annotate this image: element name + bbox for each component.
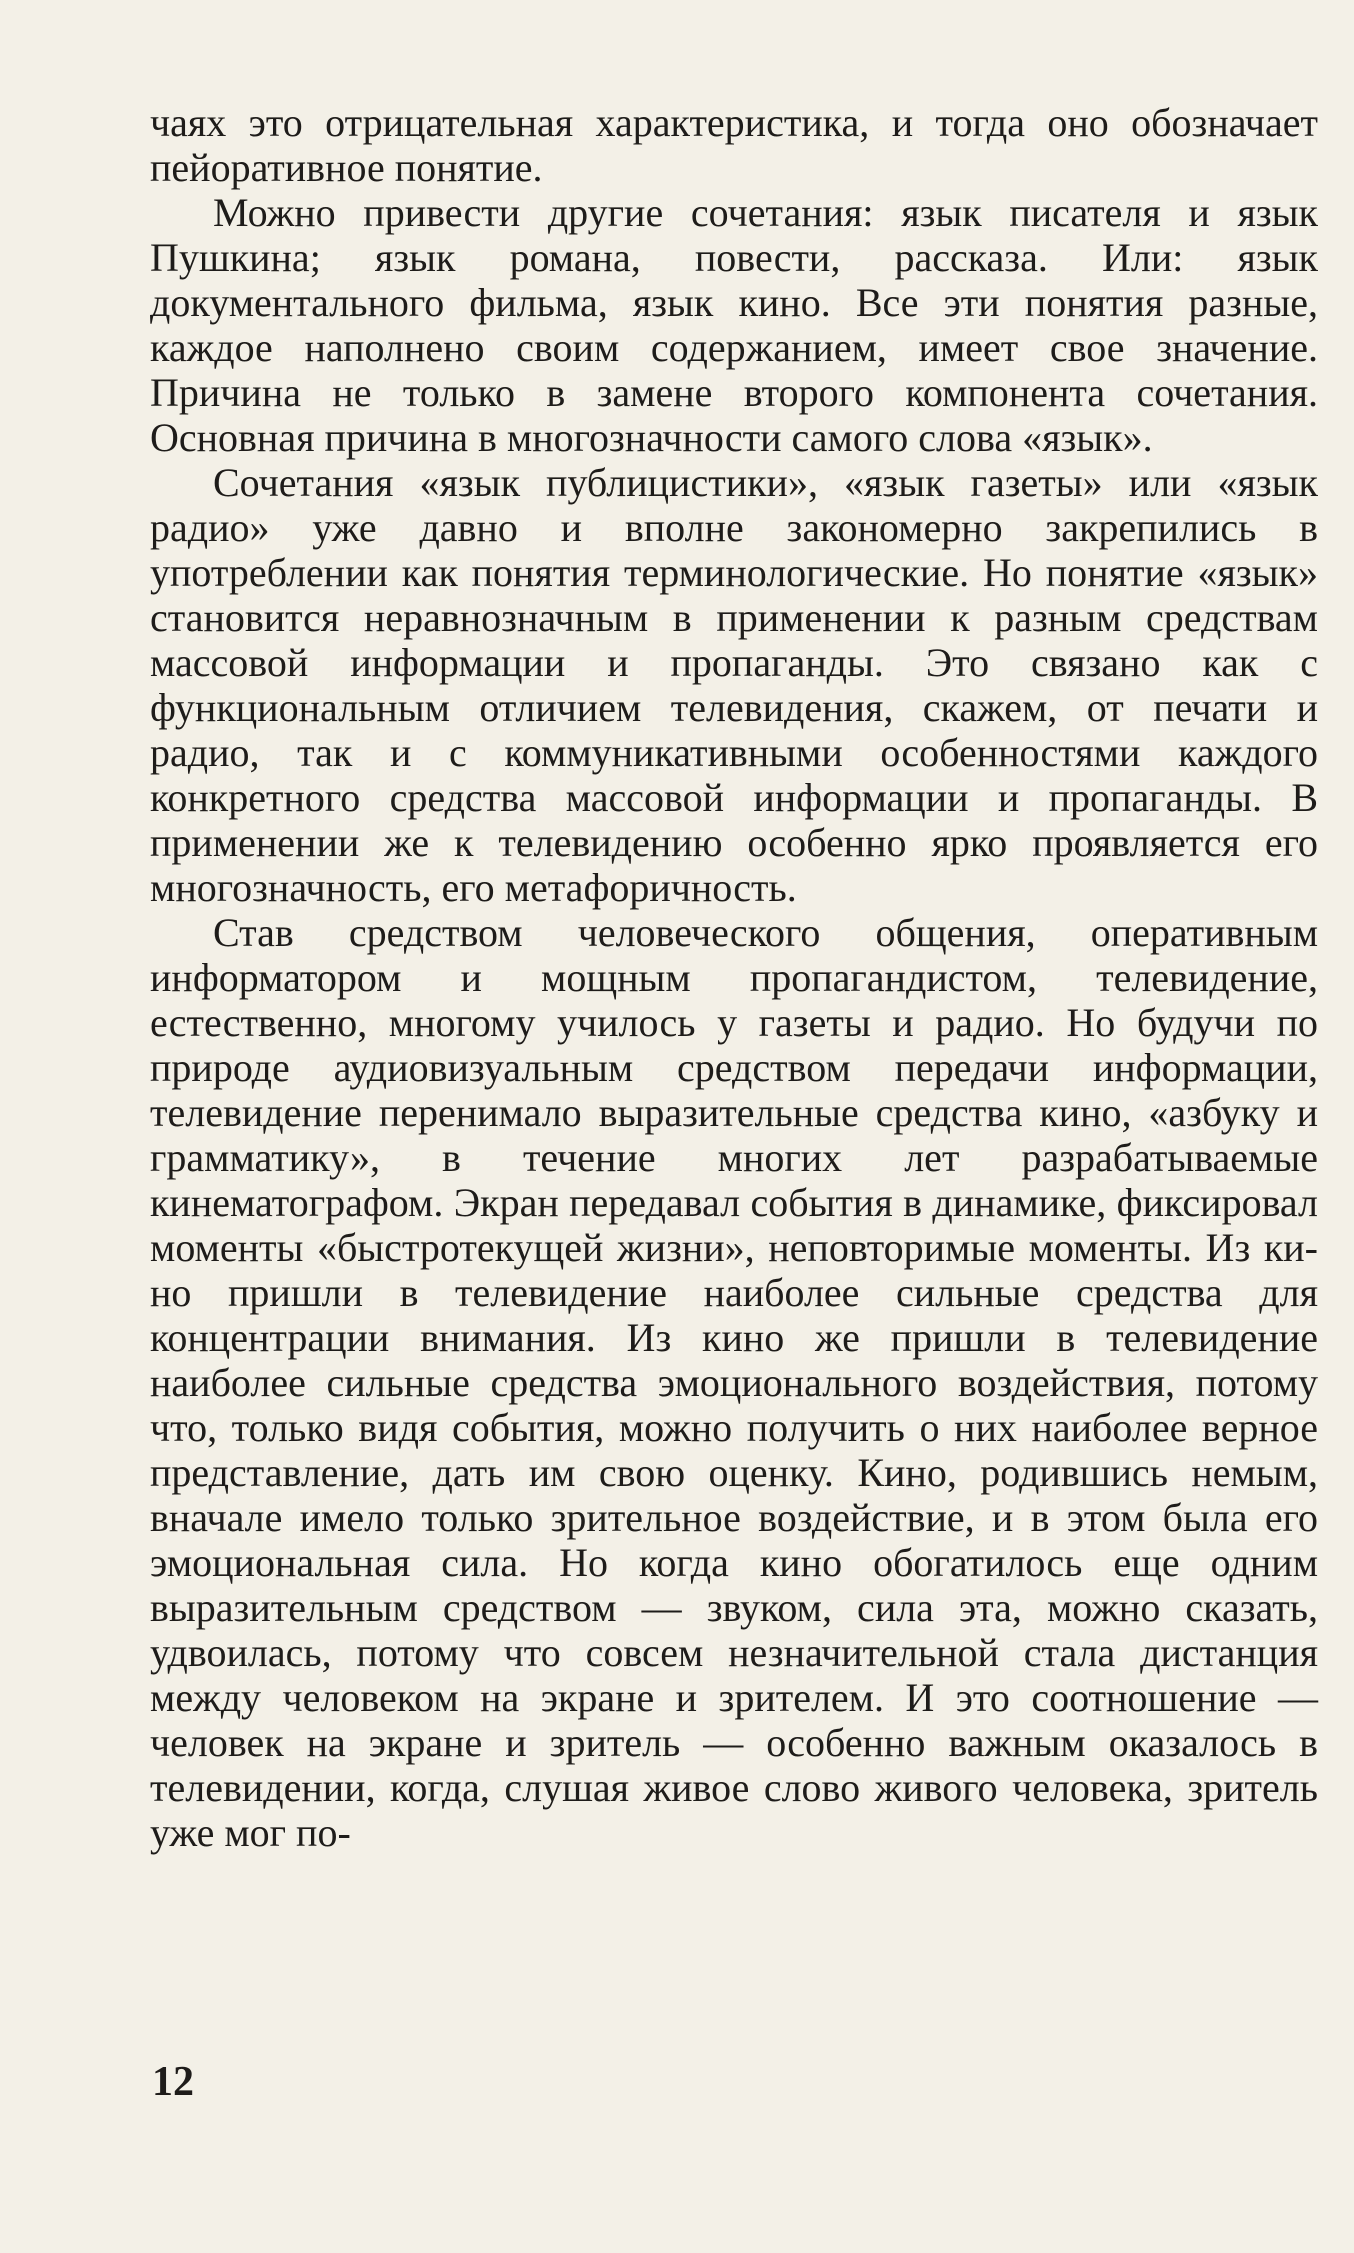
page-number: 12 (152, 2059, 194, 2105)
paragraph-3: Сочетания «язык публицистики», «язык газеты» или «язык радио» уже давно и вполне закономерно закрепились в употреблении как понятия терминологические. Но понятие «язык» становится неравнозначным в применении к разным средствам массовой информации и пропаганды. Это связано как с функциональным отличием телевидения, скажем, от печати и радио, так и с коммуникативными особенностями каждого конкретного средства массовой информации и пропаганды. В применении же к телевидению особенно ярко проявляется его многозначность, его метафоричность. (150, 460, 1318, 910)
paragraph-1: чаях это отрицательная характеристика, и тогда оно обозначает пейоративное понятие. (150, 100, 1318, 190)
paragraph-4: Став средством человеческого общения, оперативным информатором и мощным пропагандистом, телевидение, естественно, многому училось у газеты и радио. Но будучи по природе аудиовизуальным средством передачи информации, телевидение перенимало выразительные средства кино, «азбуку и грамматику», в течение многих лет разрабатываемые кинематографом. Экран передавал события в динамике, фиксировал моменты «быстротекущей жизни», неповторимые моменты. Из кино пришли в телевидение наиболее сильные средства для концентрации внимания. Из кино же пришли в телевидение наиболее сильные средства эмоционального воздействия, потому что, только видя события, можно получить о них наиболее верное представление, дать им свою оценку. Кино, родившись немым, вначале имело только зрительное воздействие, и в этом была его эмоциональная сила. Но когда кино обогатилось еще одним выразительным средством — звуком, сила эта, можно сказать, удвоилась, потому что совсем незначительной стала дистанция между человеком на экране и зрителем. И это соотношение — человек на экране и зритель — особенно важным оказалось в телевидении, когда, слушая живое слово живого человека, зритель уже мог по- (150, 910, 1318, 1855)
paragraph-2: Можно привести другие сочетания: язык писателя и язык Пушкина; язык романа, повести, рассказа. Или: язык документального фильма, язык кино. Все эти понятия разные, каждое наполнено своим содержанием, имеет свое значение. Причина не только в замене второго компонента сочетания. Основная причина в многозначности самого слова «язык». (150, 190, 1318, 460)
body-text (150, 100, 1318, 1855)
